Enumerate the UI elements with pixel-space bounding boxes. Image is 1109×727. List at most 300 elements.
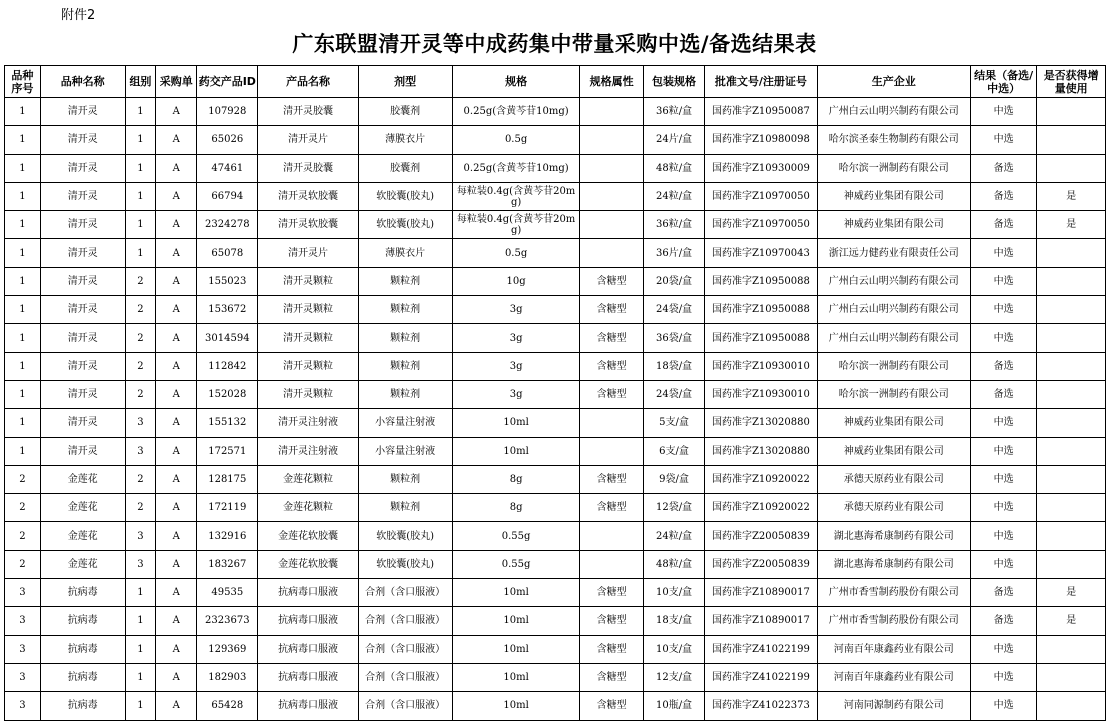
table-cell: 哈尔滨一洲制药有限公司 [817,154,970,182]
table-cell: 国药准字Z10970043 [705,239,817,267]
table-cell: 金莲花软胶囊 [258,522,358,550]
table-cell: A [156,296,197,324]
table-cell [1037,635,1106,663]
table-cell: 2 [125,267,156,295]
table-cell: 清开灵片 [258,126,358,154]
table-cell: 抗病毒 [40,635,125,663]
results-table [4,65,1106,721]
table-cell: 1 [125,154,156,182]
table-cell [580,211,643,239]
table-cell: 清开灵 [40,98,125,126]
table-cell: 广州白云山明兴制药有限公司 [817,324,970,352]
table-cell: 清开灵颗粒 [258,267,358,295]
table-cell: 清开灵 [40,352,125,380]
table-cell: 含糖型 [580,579,643,607]
table-cell: 河南同源制药有限公司 [817,692,970,720]
table-cell: 2 [125,465,156,493]
table-cell: 广州市香雪制药股份有限公司 [817,607,970,635]
table-cell: 薄膜衣片 [358,239,452,267]
table-cell: 1 [125,607,156,635]
table-cell [1037,98,1106,126]
table-cell: 1 [5,154,41,182]
table-cell: 国药准字Z10920022 [705,465,817,493]
table-cell: 128175 [197,465,258,493]
table-row [5,494,1106,522]
table-cell: 神威药业集团有限公司 [817,182,970,210]
table-cell: 24粒/盒 [643,182,704,210]
table-cell [1037,380,1106,408]
table-cell: 颗粒剂 [358,380,452,408]
table-cell: 颗粒剂 [358,267,452,295]
table-cell: 国药准字Z13020880 [705,409,817,437]
table-cell: 中选 [970,126,1036,154]
table-cell: 10ml [452,409,580,437]
table-cell: 2 [5,550,41,578]
table-cell: 清开灵颗粒 [258,324,358,352]
table-cell: 183267 [197,550,258,578]
table-cell: 2 [125,324,156,352]
table-cell: 颗粒剂 [358,494,452,522]
table-cell: A [156,211,197,239]
table-cell: 3 [5,635,41,663]
table-cell: A [156,579,197,607]
table-cell: 155132 [197,409,258,437]
table-cell: 国药准字Z20050839 [705,522,817,550]
table-cell: 承德天原药业有限公司 [817,465,970,493]
table-cell: 0.55g [452,550,580,578]
table-cell: 含糖型 [580,267,643,295]
table-cell: 172119 [197,494,258,522]
table-cell: 清开灵注射液 [258,437,358,465]
table-cell: A [156,182,197,210]
table-cell: 抗病毒口服液 [258,635,358,663]
table-cell: 152028 [197,380,258,408]
table-cell: 合剂（含口服液） [358,635,452,663]
table-cell: 广州白云山明兴制药有限公司 [817,267,970,295]
table-cell: 24片/盒 [643,126,704,154]
column-header: 规格属性 [580,66,643,98]
table-cell: 中选 [970,98,1036,126]
table-cell: 36粒/盒 [643,98,704,126]
table-cell: A [156,522,197,550]
table-cell: 3 [5,579,41,607]
table-cell: 112842 [197,352,258,380]
table-cell: 含糖型 [580,663,643,691]
table-cell: 24粒/盒 [643,522,704,550]
table-cell: 129369 [197,635,258,663]
table-cell: 国药准字Z10920022 [705,494,817,522]
table-cell: 10ml [452,579,580,607]
table-cell [1037,239,1106,267]
table-cell: 湖北惠海希康制药有限公司 [817,550,970,578]
table-cell: 36袋/盒 [643,324,704,352]
table-cell: 每粒装0.4g(含黄芩苷20mg) [452,182,580,210]
column-header: 剂型 [358,66,452,98]
table-cell: A [156,465,197,493]
table-cell: 国药准字Z10970050 [705,211,817,239]
table-cell: 金莲花 [40,465,125,493]
table-cell: 24袋/盒 [643,296,704,324]
table-cell: 颗粒剂 [358,352,452,380]
table-cell: 3g [452,380,580,408]
table-cell: 备选 [970,352,1036,380]
table-cell: 胶囊剂 [358,154,452,182]
table-cell: 3g [452,296,580,324]
table-cell: 金莲花 [40,494,125,522]
table-cell: 1 [5,324,41,352]
table-header-row [5,66,1106,98]
table-cell: 国药准字Z20050839 [705,550,817,578]
table-cell: 备选 [970,380,1036,408]
table-cell: 10ml [452,692,580,720]
table-cell: 清开灵 [40,437,125,465]
table-cell: 薄膜衣片 [358,126,452,154]
table-cell: 18支/盒 [643,607,704,635]
table-cell: 1 [125,692,156,720]
table-cell: A [156,437,197,465]
table-cell: 65026 [197,126,258,154]
table-cell: 1 [125,126,156,154]
table-cell [580,239,643,267]
table-row [5,211,1106,239]
table-cell [580,154,643,182]
table-row [5,607,1106,635]
table-cell: 1 [125,663,156,691]
table-cell: 3g [452,352,580,380]
column-header: 批准文号/注册证号 [705,66,817,98]
table-cell: 国药准字Z41022373 [705,692,817,720]
table-cell: 颗粒剂 [358,324,452,352]
table-cell: 含糖型 [580,635,643,663]
table-cell: 哈尔滨一洲制药有限公司 [817,380,970,408]
table-cell: 1 [125,635,156,663]
table-cell: 国药准字Z10950088 [705,296,817,324]
table-cell: 0.55g [452,522,580,550]
table-cell: 66794 [197,182,258,210]
table-cell: 2 [125,380,156,408]
table-cell: 湖北惠海希康制药有限公司 [817,522,970,550]
table-cell: 3 [5,663,41,691]
table-cell: 是 [1037,607,1106,635]
table-cell: 含糖型 [580,692,643,720]
table-cell: 金莲花 [40,522,125,550]
table-cell: 抗病毒 [40,663,125,691]
table-cell [580,182,643,210]
table-cell: 国药准字Z10930009 [705,154,817,182]
table-row [5,663,1106,691]
table-cell: 是 [1037,211,1106,239]
attachment-label: 附件2 [61,8,96,23]
table-row [5,98,1106,126]
table-row [5,409,1106,437]
table-cell: 49535 [197,579,258,607]
table-cell: A [156,692,197,720]
table-cell: 153672 [197,296,258,324]
table-cell: 10ml [452,437,580,465]
table-cell: 合剂（含口服液） [358,579,452,607]
table-cell: 含糖型 [580,352,643,380]
table-cell: 0.5g [452,126,580,154]
table-cell: A [156,98,197,126]
table-cell: 国药准字Z10930010 [705,352,817,380]
table-cell: 备选 [970,211,1036,239]
table-cell: 清开灵 [40,409,125,437]
table-cell: 金莲花颗粒 [258,465,358,493]
table-row [5,352,1106,380]
table-cell: 10支/盒 [643,579,704,607]
table-cell: 河南百年康鑫药业有限公司 [817,635,970,663]
table-cell: 65428 [197,692,258,720]
table-cell: 2 [5,465,41,493]
table-cell: 清开灵 [40,126,125,154]
table-cell [1037,296,1106,324]
table-cell: A [156,409,197,437]
table-cell [1037,550,1106,578]
table-cell: 2 [125,296,156,324]
table-cell: 胶囊剂 [358,98,452,126]
table-cell: 0.25g(含黄芩苷10mg) [452,154,580,182]
table-cell: 3 [5,692,41,720]
table-row [5,465,1106,493]
table-cell: 8g [452,465,580,493]
table-cell: 合剂（含口服液） [358,663,452,691]
table-cell: 0.25g(含黄芩苷10mg) [452,98,580,126]
table-cell: A [156,607,197,635]
table-cell: A [156,126,197,154]
table-cell: 48粒/盒 [643,154,704,182]
table-row [5,267,1106,295]
table-cell: 65078 [197,239,258,267]
table-cell: 清开灵 [40,324,125,352]
table-cell: 备选 [970,607,1036,635]
table-cell: 河南百年康鑫药业有限公司 [817,663,970,691]
table-cell: 3 [125,409,156,437]
table-cell: 国药准字Z13020880 [705,437,817,465]
table-cell: 广州白云山明兴制药有限公司 [817,296,970,324]
table-cell: A [156,352,197,380]
table-cell [580,522,643,550]
table-cell: 36粒/盒 [643,211,704,239]
table-cell: 软胶囊(胶丸) [358,182,452,210]
table-cell: 承德天原药业有限公司 [817,494,970,522]
table-cell: 浙江远力健药业有限责任公司 [817,239,970,267]
table-cell: 清开灵 [40,211,125,239]
table-cell: 神威药业集团有限公司 [817,437,970,465]
table-row [5,550,1106,578]
table-cell: 备选 [970,579,1036,607]
table-cell: 1 [125,579,156,607]
table-cell: 含糖型 [580,324,643,352]
table-row [5,635,1106,663]
table-cell: 抗病毒 [40,607,125,635]
table-cell: 中选 [970,663,1036,691]
table-cell [1037,409,1106,437]
table-cell: 国药准字Z10950088 [705,324,817,352]
column-header: 品种序号 [5,66,41,98]
column-header: 组别 [125,66,156,98]
table-cell [1037,522,1106,550]
document-title: 广东联盟清开灵等中成药集中带量采购中选/备选结果表 [292,32,817,56]
table-cell: 10瓶/盒 [643,692,704,720]
table-cell: 中选 [970,692,1036,720]
table-cell: 清开灵 [40,267,125,295]
table-cell: 1 [5,126,41,154]
table-cell: 小容量注射液 [358,437,452,465]
table-cell: 含糖型 [580,296,643,324]
table-cell: A [156,494,197,522]
table-cell: 10g [452,267,580,295]
table-cell: 2324278 [197,211,258,239]
table-cell: 24袋/盒 [643,380,704,408]
table-cell: 清开灵 [40,239,125,267]
table-cell [1037,267,1106,295]
table-cell: 神威药业集团有限公司 [817,409,970,437]
table-cell [1037,692,1106,720]
table-cell: A [156,324,197,352]
table-cell: 广州市香雪制药股份有限公司 [817,579,970,607]
table-cell: 1 [5,380,41,408]
table-row [5,324,1106,352]
table-cell: 1 [5,437,41,465]
table-cell: 含糖型 [580,494,643,522]
table-cell: 10ml [452,663,580,691]
table-cell: 金莲花 [40,550,125,578]
table-row [5,437,1106,465]
table-cell: 软胶囊(胶丸) [358,522,452,550]
table-cell: 中选 [970,239,1036,267]
table-cell: 1 [125,98,156,126]
table-cell: A [156,550,197,578]
table-row [5,239,1106,267]
table-cell: 清开灵颗粒 [258,296,358,324]
table-cell: 抗病毒口服液 [258,579,358,607]
table-cell: 金莲花软胶囊 [258,550,358,578]
table-cell: A [156,635,197,663]
table-cell: 9袋/盒 [643,465,704,493]
table-cell: 金莲花颗粒 [258,494,358,522]
table-cell [580,98,643,126]
table-cell: 备选 [970,182,1036,210]
table-cell: 国药准字Z10930010 [705,380,817,408]
table-cell: 含糖型 [580,607,643,635]
table-row [5,380,1106,408]
table-cell: 1 [125,211,156,239]
table-cell: 合剂（含口服液） [358,692,452,720]
column-header: 结果（备选/中选） [970,66,1036,98]
table-cell [1037,494,1106,522]
table-cell: A [156,267,197,295]
table-cell: 中选 [970,437,1036,465]
table-cell [1037,324,1106,352]
table-cell: 抗病毒 [40,692,125,720]
table-cell: 2323673 [197,607,258,635]
table-cell: 国药准字Z41022199 [705,635,817,663]
column-header: 药交产品ID [197,66,258,98]
table-cell: 清开灵片 [258,239,358,267]
table-cell: 颗粒剂 [358,296,452,324]
table-cell: 3 [5,607,41,635]
column-header: 是否获得增量使用 [1037,66,1106,98]
table-cell: 3014594 [197,324,258,352]
table-cell: 1 [125,182,156,210]
table-cell: 中选 [970,324,1036,352]
table-cell: 132916 [197,522,258,550]
table-row [5,692,1106,720]
table-cell [580,409,643,437]
column-header: 产品名称 [258,66,358,98]
table-row [5,296,1106,324]
table-cell: 含糖型 [580,380,643,408]
table-cell: 48粒/盒 [643,550,704,578]
column-header: 采购单 [156,66,197,98]
table-cell: 中选 [970,522,1036,550]
table-cell: 哈尔滨一洲制药有限公司 [817,352,970,380]
table-cell: 含糖型 [580,465,643,493]
table-row [5,154,1106,182]
table-cell: 抗病毒口服液 [258,663,358,691]
table-row [5,126,1106,154]
table-cell: 2 [5,494,41,522]
table-cell: 182903 [197,663,258,691]
table-cell [1037,154,1106,182]
table-cell: 1 [5,409,41,437]
table-cell: 备选 [970,154,1036,182]
column-header: 品种名称 [40,66,125,98]
table-cell: 每粒装0.4g(含黄芩苷20mg) [452,211,580,239]
table-cell: 抗病毒口服液 [258,607,358,635]
table-cell: 国药准字Z10890017 [705,579,817,607]
table-cell: 1 [5,267,41,295]
table-cell: 3 [125,437,156,465]
table-cell: 清开灵 [40,296,125,324]
table-cell: 中选 [970,267,1036,295]
table-row [5,182,1106,210]
table-cell: 清开灵软胶囊 [258,182,358,210]
table-cell: 0.5g [452,239,580,267]
table-cell: 3 [125,550,156,578]
table-cell [1037,663,1106,691]
table-cell: 1 [5,352,41,380]
table-cell: A [156,663,197,691]
table-cell: 清开灵 [40,154,125,182]
table-cell: 抗病毒口服液 [258,692,358,720]
table-cell: 中选 [970,409,1036,437]
table-cell: 1 [125,239,156,267]
table-cell: 12袋/盒 [643,494,704,522]
table-cell: 国药准字Z10980098 [705,126,817,154]
table-body [5,98,1106,721]
table-cell [1037,437,1106,465]
table-cell: 1 [5,296,41,324]
table-cell [580,437,643,465]
table-cell: 哈尔滨圣泰生物制药有限公司 [817,126,970,154]
table-cell: 清开灵胶囊 [258,98,358,126]
table-cell: 2 [125,352,156,380]
table-cell: 3 [125,522,156,550]
table-cell: 8g [452,494,580,522]
table-cell: 是 [1037,182,1106,210]
table-cell: 10ml [452,635,580,663]
table-cell: 国药准字Z10890017 [705,607,817,635]
table-cell: 清开灵 [40,380,125,408]
column-header: 规格 [452,66,580,98]
table-cell: 清开灵 [40,182,125,210]
table-cell: 5支/盒 [643,409,704,437]
table-cell: 2 [125,494,156,522]
table-row [5,579,1106,607]
table-cell: 2 [5,522,41,550]
table-cell: 颗粒剂 [358,465,452,493]
